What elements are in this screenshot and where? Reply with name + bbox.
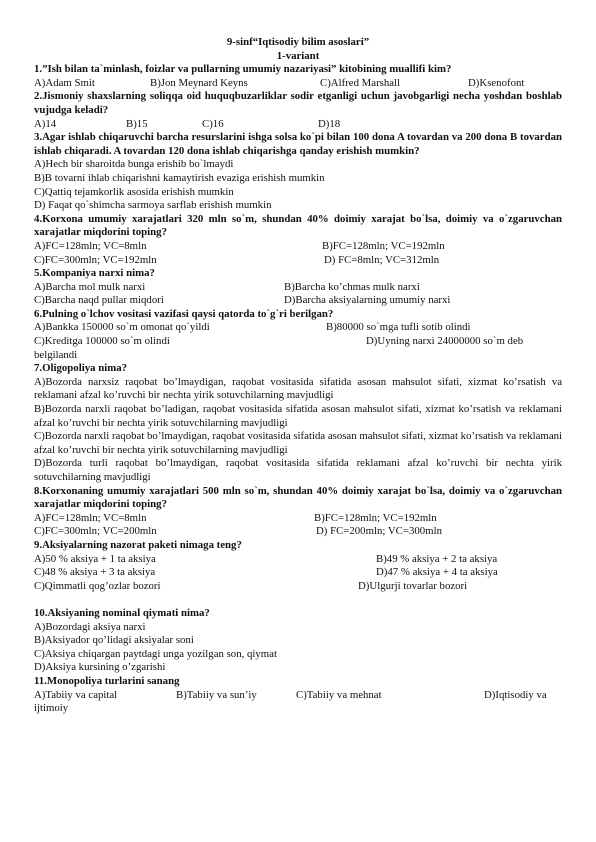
answer-option[interactable]: B)Bozorda narxli raqobat bo’ladigan, raqobat vositasida sifatida asosan mahsulot sifati, xizmat ko’rsatish va reklamani afzal ko’ruvchi bir nechta yirik sotuvchilarning mavjudligi [34,403,562,429]
answer-option[interactable]: B)80000 so`mga tufli sotib olindi [326,321,471,334]
question-4: 4.Korxona umumiy xarajatlari 320 mln so`m, shundan 40% doimiy xarajat bo`lsa, doimiy va o`zgaruvchan xarajatlar miqdorini toping? [34,212,562,239]
question-1-options [34,77,562,91]
answer-option-continuation: belgilandi [34,348,78,361]
answer-option[interactable]: D)Ksenofont [468,76,525,89]
answer-option[interactable]: B)FC=128mln; VC=192mln [314,511,437,524]
answer-option[interactable]: D)47 % aksiya + 4 ta aksiya [376,566,498,579]
answer-option[interactable]: B)Barcha ko’chmas mulk narxi [284,280,420,293]
question-6-options-row-1 [34,321,562,335]
question-8-options-row-1 [34,512,562,526]
question-10: 10.Aksiyaning nominal qiymati nima? [34,606,210,619]
answer-option[interactable]: C)48 % aksiya + 3 ta aksiya [34,566,156,579]
answer-option[interactable]: D)Iqtisodiy va [484,688,547,701]
question-8: 8.Korxonaning umumiy xarajatlari 500 mln so`m, shundan 40% doimiy xarajat bo`lsa, doimiy va o`zgaruvchan xarajatlar miqdorini toping? [34,484,562,511]
question-9-options-row-1 [34,553,562,567]
answer-option[interactable]: B)Tabiiy va sun’iy [176,688,257,701]
variant-label: 1-variant [276,49,320,62]
answer-option[interactable]: C)16 [202,117,224,130]
answer-option[interactable]: D)Bozorda turli raqobat bo’lmaydigan, raqobat vositasida sifatida reklamani afzal ko’ruvchi bir nechta yirik sotuvchilarning mavjudligi [34,457,562,483]
answer-option[interactable]: D)Ulgurji tovarlar bozori [358,579,468,592]
question-1: 1.”Ish bilan ta`minlash, foizlar va pullarning umumiy nazariyasi” kitobining muallifi kim? [34,63,452,76]
answer-option[interactable]: D) FC=200mln; VC=300mln [316,525,442,538]
question-7: 7.Oligopoliya nima? [34,362,127,375]
answer-option[interactable]: C)Kreditga 100000 so`m olindi [34,335,170,348]
answer-option[interactable]: B)49 % aksiya + 2 ta aksiya [376,552,498,565]
question-9-options-row-3 [34,580,562,594]
answer-option[interactable]: A)50 % aksiya + 1 ta aksiya [34,552,156,565]
answer-option[interactable]: C)Barcha naqd pullar miqdori [34,294,164,307]
answer-option[interactable]: C)FC=300mln; VC=200mln [34,525,157,538]
answer-option[interactable]: B)B tovarni ihlab chiqarishni kamaytirish evaziga erishish mumkin [34,171,325,184]
answer-option[interactable]: A)Adam Smit [34,76,95,89]
question-5: 5.Kompaniya narxi nima? [34,267,155,280]
answer-option[interactable]: A)Bozordagi aksiya narxi [34,620,146,633]
answer-option[interactable]: D) Faqat qo`shimcha sarmoya sarflab erishish mumkin [34,199,272,212]
answer-option[interactable]: C)Tabiiy va mehnat [296,688,382,701]
answer-option[interactable]: D)18 [318,117,341,130]
question-4-options-row-2 [34,254,562,268]
answer-option[interactable]: A)Tabiiy va capital [34,688,118,701]
answer-option[interactable]: A)Bankka 150000 so`m omonat qo`yildi [34,321,210,334]
answer-option[interactable]: C)FC=300mln; VC=192mln [34,253,157,266]
answer-option[interactable]: B)Aksiyador qo’lidagi aksiyalar soni [34,634,194,647]
answer-option[interactable]: B)Jon Meynard Keyns [150,76,248,89]
question-5-options-row-2 [34,294,562,308]
question-11: 11.Monopoliya turlarini sanang [34,674,180,687]
answer-option[interactable]: A)FC=128mln; VC=8mln [34,511,147,524]
question-9: 9.Aksiyalarning nazorat paketi nimaga teng? [34,538,242,551]
answer-option[interactable]: C)Aksiya chiqargan paytdagi unga yozilgan son, qiymat [34,647,277,660]
answer-option[interactable]: D) FC=8mln; VC=312mln [324,253,440,266]
answer-option[interactable]: D)Uyning narxi 24000000 so`m deb [366,335,524,348]
answer-option[interactable]: C)Alfred Marshall [320,76,401,89]
question-9-options-row-2 [34,566,562,580]
question-2: 2.Jismoniy shaxslarning soliqqa oid huquqbuzarliklar sodir etganligi uchun javobgarligi necha yoshdan boshlab vujudga keladi? [34,90,562,116]
answer-option[interactable]: B)FC=128mln; VC=192mln [322,239,445,252]
answer-option[interactable]: A)Bozorda narxsiz raqobat bo’lmaydigan, raqobat vositasida sifatida asosan mahsulot sifati, xizmat ko’rsatish va reklamani afzal ko’ruvchi bir nechta yirik sotuvchilarning mavjudligi [34,375,562,402]
question-2-options [34,118,562,132]
page-title: 9-sinf“Iqtisodiy bilim asoslari” [226,36,370,48]
question-3: 3.Agar ishlab chiqaruvchi barcha resurslarini ishga solsa ko`pi bilan 100 dona A tovardan va 200 dona B tovardan ishlab chiqaradi. A tovardan 120 dona ishlab chiqarishga qanday erishish mumkin? [34,131,562,157]
answer-option[interactable]: A)Hech bir sharoitda bunga erishib bo`lmaydi [34,158,234,171]
answer-option[interactable]: A)14 [34,117,57,130]
answer-option[interactable]: D)Barcha aksiyalarning umumiy narxi [284,294,451,307]
answer-option[interactable]: A)Barcha mol mulk narxi [34,280,146,293]
question-6: 6.Pulning o`lchov vositasi vazifasi qaysi qatorda to`g`ri berilgan? [34,307,334,320]
question-5-options-row-1 [34,281,562,295]
question-11-options [34,689,562,703]
test-page [34,36,562,716]
question-4-options-row-1 [34,240,562,254]
answer-option[interactable]: D)Aksiya kursining o’zgarishi [34,661,166,674]
answer-option[interactable]: A)FC=128mln; VC=8mln [34,239,147,252]
question-6-options-row-2 [34,335,562,349]
spacer [34,593,562,607]
answer-option[interactable]: C)Bozorda narxli raqobat bo’lmaydigan, raqobat vositasida sifatida asosan mahsulot sifati, xizmat ko’rsatish va reklamani afzal ko’ruvchi bir nechta yirik sotuvchilarning mavjudligi [34,430,563,456]
answer-option[interactable]: C)Qattiq tejamkorlik asosida erishish mumkin [34,185,234,198]
answer-option-continuation: ijtimoiy [34,702,69,715]
answer-option[interactable]: C)Qimmatli qog’ozlar bozori [34,579,161,592]
question-8-options-row-2 [34,525,562,539]
answer-option[interactable]: B)15 [126,117,148,130]
